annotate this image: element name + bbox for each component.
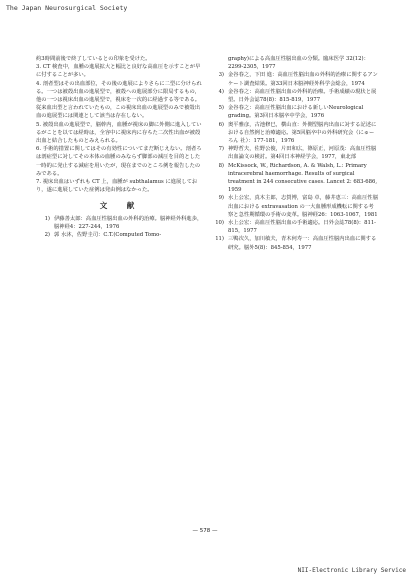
body-paragraph: 4. 剖者型はその出血部位，その後の進展によりさらに二型に分けられる。一つは被殻出血の進展型で，被殻への進展部分に限局するもの，他の一つは視床出血の進展型で，視床を一次的に経過する等である。従来血出型と言われていたもの，この視床出血の進展型のみで被殻出血の進展型には関連として該当は存在しない。	[36, 80, 202, 120]
reference-text: 三鴨次久，加川敏夫，青木何寿一：高血圧性脳内出血に関する研究。脳外5(8)：845-854，1977	[228, 236, 377, 251]
reference-number: 4)	[218, 88, 224, 95]
reference-text: graphy)による高血圧性脳出血の分類。臨床医学 32(12)：2299-2305，1977	[228, 56, 369, 71]
reference-number: 6)	[218, 121, 224, 128]
reference-number: 10)	[215, 220, 224, 227]
body-paragraph: 約3時間前後で終了しているとの印象を受けた。	[36, 56, 151, 62]
reference-item	[210, 145, 378, 161]
reference-item	[210, 194, 378, 219]
reference-item	[36, 215, 204, 231]
reference-item	[210, 71, 378, 87]
body-paragraph: 5. 被殻出血の進展型で，脳幹内，血腫が視床の脚に外側に進入しているがことを以ては経時は，全容中に視床内に存ちた二次性出血が被殻出血と結合したものとみえられる。	[36, 121, 202, 145]
reference-item	[210, 121, 378, 146]
journal-header: The Japan Neurosurgical Society	[6, 4, 128, 12]
left-column	[36, 55, 204, 239]
reference-text: 水上公宏，真木主郎，志賀博，富島 卓，藤井恵三：高血圧性脳出血における extravasation の一大血腫形成機転に関する考察と急性期循環の手術の変革。脳神経26：1063-1067，1981	[228, 195, 378, 218]
reference-item	[36, 231, 204, 239]
right-column	[210, 55, 378, 252]
page-number: — 578 —	[192, 528, 218, 534]
reference-text: 金谷春之：高血圧性脳出血における新しいNeurological grading。第3回日本脳卒中学会，1976	[228, 105, 364, 120]
body-paragraph: 7. 視床出血はいずれも CT 上，血腫が subthalamus に進展しており，遂に進展していた症例は発由例はなかった。	[36, 179, 198, 194]
reference-text: 神野哲夫，佐野公俊，片田和広，篠原正，河原茂：高血圧性脳出血論文の検討。第4回日本神経学会，1977，東北部	[228, 146, 377, 161]
reference-text: 奥平雅彦，古池修巳，横山直：外側型脳内出血に対する記述における自然例と治療適応。第5回脳卒中の外科研究会（にゅーろん 社）：177-181，1976	[228, 121, 377, 145]
reference-text: 金谷春之，下田 進：高血圧性脳出血の外科的治療に関するアンケート調査結果。第33回日本脳神経外科学会総会，1974	[228, 72, 378, 87]
reference-number: 7)	[218, 146, 224, 153]
reference-text: McKissock, W., Richardson, A. & Walsh, L.: Primary intracerebral haemorrhage. Results of surgical treatment in 244 consecutive cases. Lancet 2: 683-686, 1959	[228, 162, 378, 194]
reference-number: 9)	[218, 195, 224, 202]
reference-number: 5)	[218, 105, 224, 112]
reference-text: 伊藤善太郎：高血圧性脳出血の外科的治療。脳神経外科進歩，脳神経4：227-244，1976	[54, 215, 203, 230]
reference-item	[210, 104, 378, 120]
reference-number: 3)	[218, 72, 224, 79]
reference-item	[210, 88, 378, 104]
reference-number: 1)	[44, 215, 50, 222]
references-heading: 文 献	[99, 201, 141, 211]
reference-number: 2)	[44, 232, 50, 239]
body-paragraph: 3. CT 検査中，血腫の進展拡大と幅比と良好な高血圧を示すことが早に付することが多い。	[36, 64, 201, 79]
reference-item	[210, 235, 378, 251]
reference-text: 郭 水沐，佐野圭司：C.T.(Computed Tomo-	[54, 232, 162, 239]
reference-number: 8)	[218, 162, 224, 169]
library-footer: NII-Electronic Library Service	[297, 567, 406, 574]
reference-item	[210, 219, 378, 235]
body-paragraph: 6. 手術的措置に関してはその有効性についてまだ断じえない。剖者ろは剖症型に対してその本体の血腫のみならず脚部の減圧を目的とした一時的に発止する減症を用いたが，現在までのところ例を報告したのみである。	[36, 146, 202, 177]
reference-text: 金谷春之：高血圧性脳出血の外科的治療。手術成績の現状と展望。日外会誌78(8)：815-819，1977	[228, 88, 377, 104]
reference-item	[210, 162, 378, 195]
reference-item	[210, 55, 378, 71]
reference-number: 11)	[215, 236, 224, 243]
reference-number	[210, 55, 228, 71]
reference-text: 水上公宏：高血圧性脳出血の手術適応。日外会誌78(8)：811-815，1977	[228, 220, 376, 235]
